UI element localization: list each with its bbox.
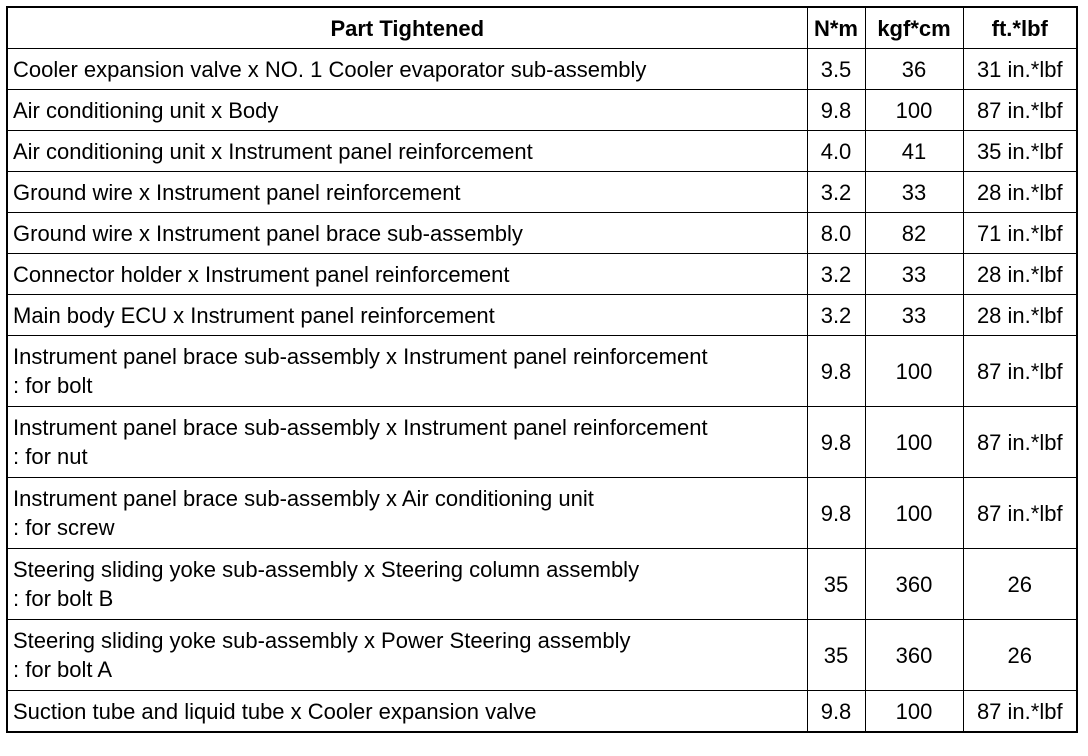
cell-nm: 3.2 [807, 254, 865, 295]
cell-ft: 35 in.*lbf [963, 131, 1077, 172]
part-text: Suction tube and liquid tube x Cooler expansion valve [13, 698, 537, 724]
cell-kgf: 100 [865, 90, 963, 131]
part-text: Steering sliding yoke sub-assembly x Steering column assembly [13, 557, 640, 582]
table-row [7, 336, 1077, 407]
part-subtext: : for bolt A [13, 657, 113, 682]
cell-nm: 9.8 [807, 478, 865, 549]
part-text: Connector holder x Instrument panel reinforcement [13, 261, 510, 287]
table-row [7, 90, 1077, 131]
cell-kgf: 33 [865, 172, 963, 213]
table-row [7, 549, 1077, 620]
cell-ft: 87 in.*lbf [963, 478, 1077, 549]
cell-nm: 3.2 [807, 172, 865, 213]
table-row [7, 49, 1077, 90]
part-text: Air conditioning unit x Instrument panel reinforcement [13, 138, 533, 164]
part-text: Steering sliding yoke sub-assembly x Power Steering assembly [13, 628, 631, 653]
cell-nm: 35 [807, 549, 865, 620]
cell-kgf: 82 [865, 213, 963, 254]
torque-spec-table-container [6, 6, 1076, 733]
cell-part [7, 131, 807, 172]
part-text: Instrument panel brace sub-assembly x Instrument panel reinforcement [13, 415, 708, 440]
cell-ft: 26 [963, 620, 1077, 691]
cell-ft: 26 [963, 549, 1077, 620]
cell-part [7, 49, 807, 90]
table-row [7, 295, 1077, 336]
part-subtext: : for bolt [13, 373, 93, 398]
cell-nm: 35 [807, 620, 865, 691]
cell-part [7, 172, 807, 213]
header-ft-lbf: ft.*lbf [963, 7, 1077, 49]
part-text: Ground wire x Instrument panel brace sub-assembly [13, 220, 523, 246]
cell-kgf: 100 [865, 478, 963, 549]
part-subtext: : for screw [13, 515, 115, 540]
cell-kgf: 33 [865, 254, 963, 295]
cell-part [7, 336, 807, 407]
cell-nm: 9.8 [807, 691, 865, 733]
cell-ft: 87 in.*lbf [963, 407, 1077, 478]
cell-part [7, 213, 807, 254]
part-subtext: : for nut [13, 444, 88, 469]
table-row [7, 620, 1077, 691]
cell-nm: 8.0 [807, 213, 865, 254]
header-nm: N*m [807, 7, 865, 49]
part-text: Instrument panel brace sub-assembly x Instrument panel reinforcement [13, 344, 708, 369]
cell-part [7, 620, 807, 691]
cell-ft: 28 in.*lbf [963, 295, 1077, 336]
part-text: Main body ECU x Instrument panel reinforcement [13, 302, 495, 328]
cell-nm: 4.0 [807, 131, 865, 172]
table-row [7, 131, 1077, 172]
cell-ft: 87 in.*lbf [963, 336, 1077, 407]
cell-kgf: 33 [865, 295, 963, 336]
table-row [7, 213, 1077, 254]
cell-ft: 28 in.*lbf [963, 172, 1077, 213]
cell-part [7, 478, 807, 549]
cell-nm: 9.8 [807, 90, 865, 131]
cell-nm: 9.8 [807, 407, 865, 478]
cell-ft: 31 in.*lbf [963, 49, 1077, 90]
cell-kgf: 360 [865, 549, 963, 620]
cell-part [7, 90, 807, 131]
part-text: Air conditioning unit x Body [13, 97, 279, 123]
cell-nm: 9.8 [807, 336, 865, 407]
table-row [7, 478, 1077, 549]
part-text: Cooler expansion valve x NO. 1 Cooler evaporator sub-assembly [13, 56, 647, 82]
table-row [7, 407, 1077, 478]
cell-kgf: 100 [865, 336, 963, 407]
cell-part [7, 295, 807, 336]
cell-part [7, 254, 807, 295]
cell-kgf: 360 [865, 620, 963, 691]
part-subtext: : for bolt B [13, 586, 114, 611]
table-row [7, 691, 1077, 733]
table-row [7, 254, 1077, 295]
cell-kgf: 100 [865, 691, 963, 733]
cell-ft: 28 in.*lbf [963, 254, 1077, 295]
cell-nm: 3.5 [807, 49, 865, 90]
table-row [7, 172, 1077, 213]
cell-part [7, 691, 807, 733]
cell-kgf: 41 [865, 131, 963, 172]
cell-part [7, 549, 807, 620]
cell-ft: 87 in.*lbf [963, 691, 1077, 733]
cell-kgf: 100 [865, 407, 963, 478]
table-header-row [7, 7, 1077, 49]
part-text: Instrument panel brace sub-assembly x Air conditioning unit [13, 486, 594, 511]
torque-spec-table [6, 6, 1078, 733]
cell-ft: 87 in.*lbf [963, 90, 1077, 131]
header-kgf-cm: kgf*cm [865, 7, 963, 49]
header-part-tightened: Part Tightened [7, 7, 807, 49]
part-text: Ground wire x Instrument panel reinforcement [13, 179, 461, 205]
cell-ft: 71 in.*lbf [963, 213, 1077, 254]
cell-part [7, 407, 807, 478]
cell-nm: 3.2 [807, 295, 865, 336]
cell-kgf: 36 [865, 49, 963, 90]
